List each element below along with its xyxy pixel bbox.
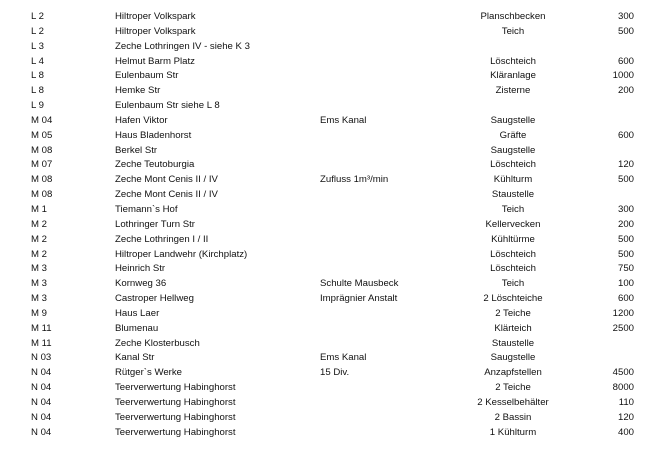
location-name-cell: Teerverwertung Habinghorst — [115, 426, 236, 438]
grid-code-cell: L 8 — [31, 70, 44, 82]
table-row — [0, 173, 652, 188]
volume-cell: 120 — [617, 159, 634, 171]
volume-cell: 110 — [618, 396, 634, 408]
grid-code-cell: N 04 — [31, 367, 52, 379]
volume-cell: 120 — [617, 411, 634, 423]
grid-code-cell: N 03 — [31, 352, 52, 364]
volume-cell: 400 — [617, 426, 634, 438]
table-row — [0, 366, 652, 381]
source-type-cell: Staustelle — [491, 337, 535, 349]
location-name-cell: Hiltroper Volkspark — [115, 25, 196, 37]
volume-cell: 200 — [617, 218, 634, 230]
source-type-cell: Teich — [501, 25, 525, 37]
source-type-cell: Kühlturm — [493, 174, 533, 186]
location-name-cell: Haus Laer — [115, 307, 160, 319]
note-cell: Zufluss 1m³/min — [320, 174, 389, 186]
grid-code-cell: L 2 — [31, 25, 44, 37]
location-name-cell: Blumenau — [115, 322, 159, 334]
grid-code-cell: M 9 — [31, 307, 47, 319]
grid-code-cell: M 2 — [31, 248, 47, 260]
location-name-cell: Heinrich Str — [115, 263, 166, 275]
water-source-table — [0, 10, 652, 440]
source-type-cell: Zisterne — [495, 85, 531, 97]
grid-code-cell: L 2 — [31, 11, 44, 22]
table-row — [0, 381, 652, 396]
grid-code-cell: M 07 — [31, 159, 53, 171]
table-row — [0, 307, 652, 322]
grid-code-cell: M 08 — [31, 144, 53, 156]
note-cell: Ems Kanal — [320, 114, 367, 126]
volume-cell: 500 — [617, 248, 634, 260]
grid-code-cell: L 3 — [31, 40, 44, 52]
grid-code-cell: M 11 — [31, 337, 52, 349]
table-row — [0, 10, 652, 25]
volume-cell: 600 — [617, 55, 634, 67]
grid-code-cell: N 04 — [31, 426, 52, 438]
source-type-cell: Teich — [501, 203, 525, 215]
location-name-cell: Helmut Barm Platz — [115, 55, 195, 67]
location-name-cell: Teerverwertung Habinghorst — [115, 396, 236, 408]
grid-code-cell: L 9 — [31, 100, 44, 112]
location-name-cell: Teerverwertung Habinghorst — [115, 382, 236, 394]
location-name-cell: Teerverwertung Habinghorst — [115, 411, 236, 423]
table-row — [0, 144, 652, 159]
volume-cell: 1000 — [612, 70, 634, 82]
source-type-cell: Löschteich — [490, 248, 536, 260]
table-row — [0, 84, 652, 99]
grid-code-cell: M 1 — [31, 203, 47, 215]
volume-cell: 2500 — [612, 322, 634, 334]
location-name-cell: Tiemann`s Hof — [115, 203, 178, 215]
source-type-cell: Staustelle — [491, 189, 535, 201]
table-row — [0, 351, 652, 366]
grid-code-cell: M 3 — [31, 263, 47, 275]
table-row — [0, 248, 652, 263]
location-name-cell: Hiltroper Landwehr (Kirchplatz) — [115, 248, 248, 260]
table-row — [0, 99, 652, 114]
volume-cell: 1200 — [612, 307, 634, 319]
volume-cell: 300 — [617, 203, 634, 215]
location-name-cell: Hiltroper Volkspark — [115, 11, 196, 22]
source-type-cell: 1 Kühlturm — [489, 426, 537, 438]
volume-cell: 200 — [617, 85, 634, 97]
source-type-cell: Klärteich — [494, 322, 532, 334]
location-name-cell: Zeche Klosterbusch — [115, 337, 200, 349]
grid-code-cell: M 3 — [31, 293, 47, 305]
location-name-cell: Kanal Str — [115, 352, 155, 364]
source-type-cell: Gräfte — [499, 129, 527, 141]
grid-code-cell: M 08 — [31, 174, 53, 186]
source-type-cell: 2 Kesselbehälter — [477, 396, 549, 408]
table-row — [0, 411, 652, 426]
source-type-cell: Teich — [501, 278, 525, 290]
source-type-cell: Saugstelle — [490, 144, 536, 156]
location-name-cell: Rütger`s Werke — [115, 367, 182, 379]
source-type-cell: 2 Teiche — [495, 307, 531, 319]
volume-cell: 600 — [617, 129, 634, 141]
location-name-cell: Lothringer Turn Str — [115, 218, 195, 230]
table-row — [0, 203, 652, 218]
volume-cell: 4500 — [612, 367, 634, 379]
grid-code-cell: M 3 — [31, 278, 47, 290]
table-row — [0, 158, 652, 173]
volume-cell: 500 — [617, 233, 634, 245]
table-row — [0, 262, 652, 277]
table-row — [0, 129, 652, 144]
location-name-cell: Haus Bladenhorst — [115, 129, 192, 141]
source-type-cell: Löschteich — [490, 159, 536, 171]
location-name-cell: Eulenbaum Str — [115, 70, 179, 82]
table-row — [0, 40, 652, 55]
location-name-cell: Hafen Viktor — [115, 114, 168, 126]
note-cell: Ems Kanal — [320, 352, 367, 364]
source-type-cell: 2 Löschteiche — [483, 293, 543, 305]
table-row — [0, 337, 652, 352]
volume-cell: 500 — [617, 25, 634, 37]
table-row — [0, 218, 652, 233]
table-row — [0, 188, 652, 203]
source-type-cell: Kellervecken — [485, 218, 541, 230]
location-name-cell: Castroper Hellweg — [115, 293, 194, 305]
volume-cell: 600 — [617, 293, 634, 305]
source-type-cell: Kläranlage — [490, 70, 536, 82]
volume-cell: 8000 — [612, 382, 634, 394]
table-row — [0, 396, 652, 411]
grid-code-cell: M 08 — [31, 189, 53, 201]
source-type-cell: 2 Bassin — [494, 411, 532, 423]
source-type-cell: Kühltürme — [491, 233, 535, 245]
location-name-cell: Zeche Mont Cenis II / IV — [115, 189, 218, 201]
location-name-cell: Eulenbaum Str siehe L 8 — [115, 100, 220, 112]
grid-code-cell: M 11 — [31, 322, 52, 334]
location-name-cell: Zeche Teutoburgia — [115, 159, 195, 171]
volume-cell: 100 — [617, 278, 634, 290]
grid-code-cell: N 04 — [31, 396, 52, 408]
source-type-cell: Planschbecken — [480, 11, 546, 22]
grid-code-cell: N 04 — [31, 411, 52, 423]
table-row — [0, 292, 652, 307]
volume-cell: 300 — [617, 11, 634, 22]
location-name-cell: Kornweg 36 — [115, 278, 167, 290]
note-cell: Schulte Mausbeck — [320, 278, 399, 290]
location-name-cell: Hemke Str — [115, 85, 161, 97]
source-type-cell: Saugstelle — [490, 114, 536, 126]
grid-code-cell: N 04 — [31, 382, 52, 394]
location-name-cell: Zeche Lothringen IV - siehe K 3 — [115, 40, 250, 52]
source-type-cell: Löschteich — [490, 263, 536, 275]
grid-code-cell: M 2 — [31, 218, 47, 230]
table-row — [0, 277, 652, 292]
source-type-cell: Saugstelle — [490, 352, 536, 364]
note-cell: Imprägnier Anstalt — [320, 293, 398, 305]
location-name-cell: Zeche Lothringen I / II — [115, 233, 209, 245]
table-row — [0, 25, 652, 40]
grid-code-cell: L 4 — [31, 55, 44, 67]
location-name-cell: Zeche Mont Cenis II / IV — [115, 174, 218, 186]
volume-cell: 750 — [617, 263, 634, 275]
source-type-cell: 2 Teiche — [495, 382, 531, 394]
table-row — [0, 69, 652, 84]
table-row — [0, 322, 652, 337]
location-name-cell: Berkel Str — [115, 144, 158, 156]
grid-code-cell: M 2 — [31, 233, 47, 245]
grid-code-cell: M 04 — [31, 114, 53, 126]
grid-code-cell: M 05 — [31, 129, 53, 141]
grid-code-cell: L 8 — [31, 85, 44, 97]
source-type-cell: Löschteich — [490, 55, 536, 67]
table-row — [0, 426, 652, 441]
table-row — [0, 114, 652, 129]
table-row — [0, 55, 652, 70]
note-cell: 15 Div. — [320, 367, 350, 379]
source-type-cell: Anzapfstellen — [484, 367, 542, 379]
table-row — [0, 233, 652, 248]
volume-cell: 500 — [617, 174, 634, 186]
